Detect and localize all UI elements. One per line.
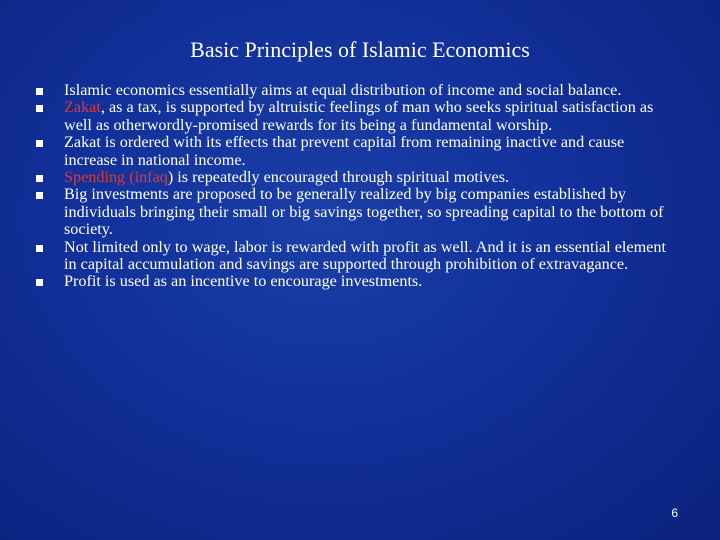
square-bullet-icon (36, 105, 43, 112)
bullet-item (36, 273, 676, 290)
bullet-text: Big investments are proposed to be generally realized by big companies established by individuals bringing their small or big savings together, so spreading capital to the bottom of society. (64, 185, 664, 239)
bullet-list (36, 82, 676, 291)
bullet-item (36, 99, 676, 134)
square-bullet-icon (36, 140, 43, 147)
bullet-item (36, 134, 676, 169)
bullet-text: Zakat is ordered with its effects that prevent capital from remaining inactive and cause increase in national income. (64, 133, 625, 169)
square-bullet-icon (36, 175, 43, 182)
slide-title: Basic Principles of Islamic Economics (190, 37, 530, 62)
square-bullet-icon (36, 88, 43, 95)
bullet-highlight: Zakat (64, 98, 101, 117)
bullet-highlight: Spending (infaq (64, 168, 168, 187)
bullet-item (36, 186, 676, 238)
bullet-text: ) is repeatedly encouraged through spiritual motives. (167, 168, 510, 187)
bullet-text: , as a tax, is supported by altruistic feelings of man who seeks spiritual satisfaction as well as otherwordly-promised rewards for its being a fundamental worship. (64, 98, 654, 134)
square-bullet-icon (36, 245, 43, 252)
square-bullet-icon (36, 192, 43, 199)
bullet-text: Islamic economics essentially aims at equal distribution of income and social balance. (64, 81, 622, 99)
bullet-item (36, 82, 676, 99)
bullet-text: Not limited only to wage, labor is rewarded with profit as well. And it is an essential element in capital accumulation and savings are supported through prohibition of extravagance. (64, 237, 666, 274)
page-number: 6 (671, 506, 678, 520)
bullet-item (36, 169, 676, 186)
bullet-text: Profit is used as an incentive to encourage investments. (64, 272, 423, 291)
square-bullet-icon (36, 279, 43, 286)
bullet-item (36, 239, 676, 274)
